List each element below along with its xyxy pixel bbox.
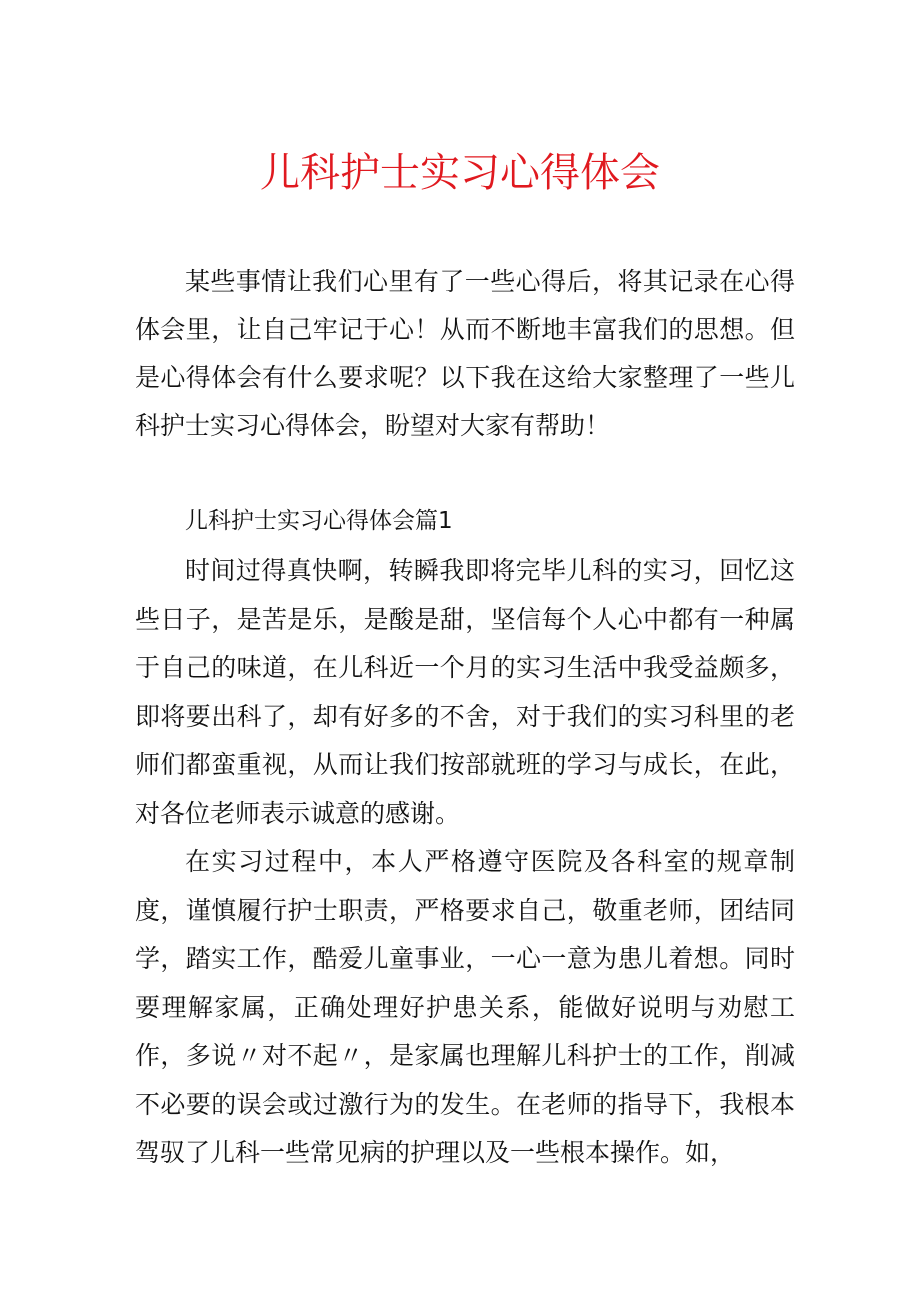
section-body [135,547,795,1178]
document-title: 儿科护士实习心得体会 [260,150,660,196]
body-paragraph-1: 时间过得真快啊，转瞬我即将完毕儿科的实习，回忆这些日子，是苦是乐，是酸是甜，坚信每个人心中都有一种属于自己的味道，在儿科近一个月的实习生活中我受益颇多，即将要出科了，却有好多的不舍，对于我们的实习科里的老师们都蛮重视，从而让我们按部就班的学习与成长，在此，对各位老师表示诚意的感谢。 [135,556,795,828]
intro-paragraph: 某些事情让我们心里有了一些心得后，将其记录在心得体会里，让自己牢记于心！从而不断地丰富我们的思想。但是心得体会有什么要求呢？以下我在这给大家整理了一些儿科护士实习心得体会，盼望对大家有帮助！ [135,267,795,440]
section-heading: 儿科护士实习心得体会篇1 [185,508,453,534]
body-paragraph-2: 在实习过程中，本人严格遵守医院及各科室的规章制度，谨慎履行护士职责，严格要求自己，敬重老师，团结同学，踏实工作，酷爱儿童事业，一心一意为患儿着想。同时要理解家属，正确处理好护患关系，能做好说明与劝慰工作，多说〃对不起〃，是家属也理解儿科护士的工作，削减不必要的误会或过激行为的发生。在老师的指导下，我根本驾驭了儿科一些常见病的护理以及一些根本操作。如， [135,847,795,1167]
